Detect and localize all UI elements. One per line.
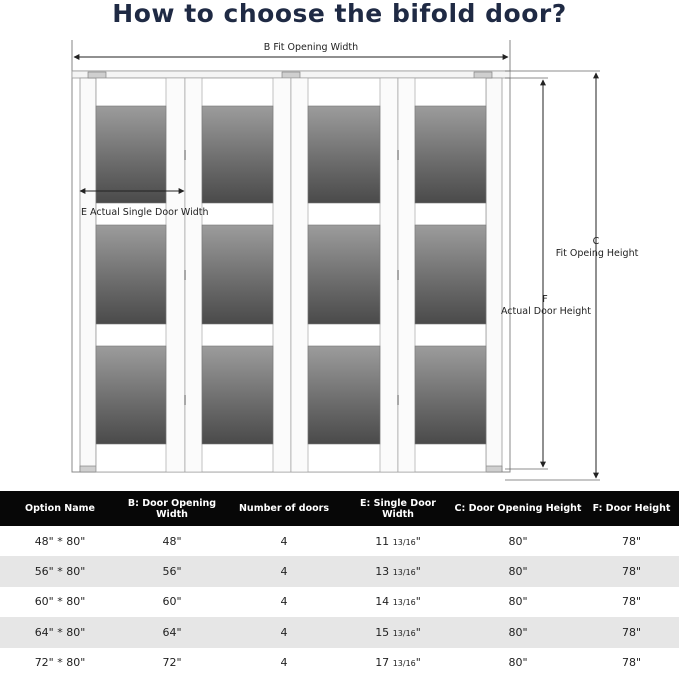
door-panel-1 (96, 78, 185, 472)
cell-opening-height: 80" (452, 556, 584, 586)
single-width-whole: 11 (375, 534, 393, 548)
cell-doors: 4 (224, 526, 344, 556)
cell-opening-height: 80" (452, 648, 584, 678)
f-label: Actual Door Height (500, 306, 592, 317)
header-door-height: F: Door Height (584, 491, 679, 526)
single-width-unit: " (415, 656, 421, 670)
single-width-unit: " (415, 595, 421, 609)
single-width-fraction: 13/16 (392, 568, 416, 578)
header-opening-height: C: Door Opening Height (452, 491, 584, 526)
table-row (0, 648, 679, 678)
cell-opening-height: 80" (452, 617, 584, 647)
door-panel-3 (291, 78, 398, 472)
header-opening-width: B: Door Opening Width (120, 491, 224, 526)
c-label: Fit Opeing Height (555, 248, 639, 259)
cell-door-height: 78" (584, 617, 679, 647)
header-single-door-width: E: Single Door Width (344, 491, 452, 526)
table-row (0, 556, 679, 586)
cell-opening-height: 80" (452, 587, 584, 617)
single-width-whole: 15 (375, 625, 393, 639)
cell-opening-height: 80" (452, 526, 584, 556)
cell-doors: 4 (224, 617, 344, 647)
cell-option: 48" * 80" (0, 526, 120, 556)
cell-door-height: 78" (584, 587, 679, 617)
cell-opening-width: 48" (120, 526, 224, 556)
cell-option: 72" * 80" (0, 648, 120, 678)
single-width-fraction: 13/16 (392, 628, 416, 638)
table-row (0, 587, 679, 617)
cell-opening-width: 72" (120, 648, 224, 678)
table-row (0, 617, 679, 647)
f-letter: F (542, 294, 548, 305)
single-width-unit: " (415, 534, 421, 548)
cell-single-width (344, 617, 452, 647)
cell-single-width (344, 526, 452, 556)
cell-doors: 4 (224, 648, 344, 678)
cell-door-height: 78" (584, 556, 679, 586)
single-width-whole: 13 (375, 565, 393, 579)
cell-single-width (344, 587, 452, 617)
single-width-whole: 17 (375, 656, 393, 670)
single-width-unit: " (415, 625, 421, 639)
b-label: B Fit Opening Width (263, 42, 359, 53)
cell-single-width (344, 556, 452, 586)
single-width-fraction: 13/16 (392, 659, 416, 669)
door-panel-4 (398, 78, 486, 472)
single-width-unit: " (415, 565, 421, 579)
cell-option: 60" * 80" (0, 587, 120, 617)
header-option-name: Option Name (0, 491, 120, 526)
single-width-whole: 14 (375, 595, 393, 609)
header-number-of-doors: Number of doors (224, 491, 344, 526)
e-label: E Actual Single Door Width (81, 207, 209, 218)
cell-opening-width: 60" (120, 587, 224, 617)
cell-opening-width: 64" (120, 617, 224, 647)
size-table (0, 491, 679, 678)
cell-option: 64" * 80" (0, 617, 120, 647)
cell-doors: 4 (224, 587, 344, 617)
table-row (0, 526, 679, 556)
single-width-fraction: 13/16 (392, 537, 416, 547)
cell-opening-width: 56" (120, 556, 224, 586)
single-width-fraction: 13/16 (392, 598, 416, 608)
cell-option: 56" * 80" (0, 556, 120, 586)
c-letter: C (592, 236, 600, 247)
cell-single-width (344, 648, 452, 678)
door-panel-2 (185, 78, 291, 472)
table-header-row (0, 491, 679, 526)
cell-door-height: 78" (584, 526, 679, 556)
cell-door-height: 78" (584, 648, 679, 678)
cell-doors: 4 (224, 556, 344, 586)
page-title: How to choose the bifold door? (112, 0, 567, 28)
